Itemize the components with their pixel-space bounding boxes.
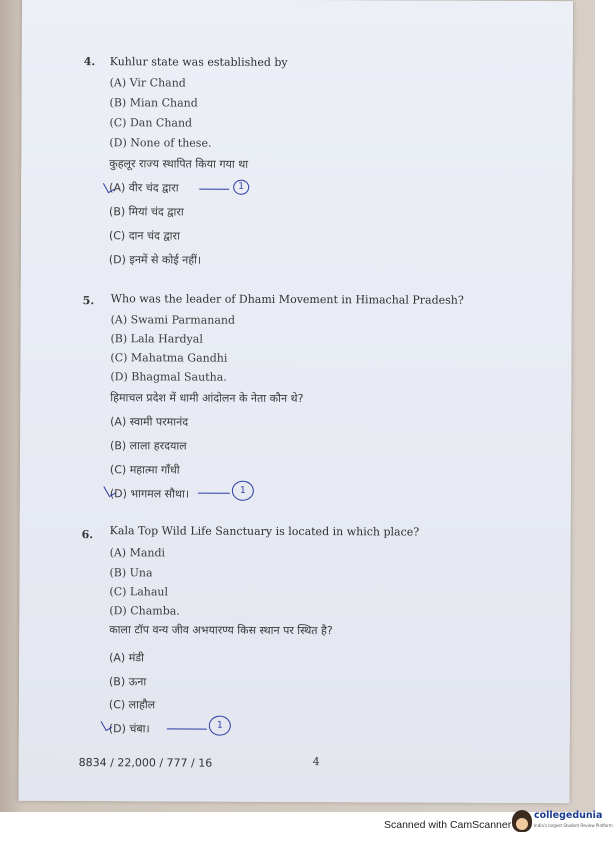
question-6-option-c-hindi: (C) लाहौल (108, 698, 156, 712)
collegedunia-logo (512, 808, 613, 836)
collegedunia-brand: collegedunia (534, 810, 603, 821)
paper-code: 8834 / 22,000 / 777 / 16 (78, 756, 213, 770)
question-6-option-b-hindi: (B) ऊना (108, 675, 147, 689)
answer-dash-line (167, 728, 207, 729)
question-4-option-b-hindi: (B) मियां चंद द्वारा (109, 205, 184, 219)
question-5-option-b: (B) Lala Hardyal (110, 332, 203, 346)
question-5-text-hindi: हिमाचल प्रदेश में धामी आंदोलन के नेता कौन थे? (110, 391, 304, 406)
question-5-option-c: (C) Mahatma Gandhi (110, 351, 228, 365)
collegedunia-tagline: India's largest Student Review Platform (534, 823, 613, 828)
question-6-option-b: (B) Una (109, 566, 153, 580)
question-4-text: Kuhlur state was established by (109, 55, 288, 69)
page-number: 4 (312, 755, 320, 769)
question-6-option-d-hindi: (D) चंबा। (108, 722, 150, 736)
question-4-option-b: (B) Mian Chand (109, 96, 198, 110)
question-6-option-a: (A) Mandi (109, 546, 166, 560)
question-6-text: Kala Top Wild Life Sanctuary is located in which place? (109, 524, 420, 539)
question-5-option-b-hindi: (B) लाला हरदयाल (110, 439, 187, 453)
answer-dash-line (199, 189, 229, 190)
question-5-option-c-hindi: (C) महात्मा गाँधी (109, 463, 180, 477)
question-5-number: 5. (82, 294, 95, 308)
answer-score-circle: 1 (209, 716, 231, 736)
question-5-option-a: (A) Swami Parmanand (110, 313, 236, 327)
question-4-option-a-hindi: (A) वीर चंद द्वारा (109, 181, 179, 195)
question-5-option-a-hindi: (A) स्वामी परमानंद (110, 415, 189, 429)
question-4-option-d: (D) None of these. (109, 136, 212, 150)
exam-page (19, 0, 573, 803)
camscanner-watermark: Scanned with CamScanner (384, 819, 512, 831)
question-4-option-c-hindi: (C) दान चंद द्वारा (108, 229, 180, 243)
question-4-option-d-hindi: (D) इनमें से कोई नहीं। (108, 253, 202, 267)
question-6-option-a-hindi: (A) मंडी (109, 651, 145, 665)
answer-dash-line (198, 493, 230, 494)
question-4-option-c: (C) Dan Chand (109, 116, 193, 130)
answer-score-circle: 1 (232, 481, 254, 501)
question-6-option-d: (D) Chamba. (109, 604, 180, 618)
question-6-number: 6. (81, 528, 94, 542)
question-6-text-hindi: काला टॉप वन्य जीव अभयारण्य किस स्थान पर स्थित है? (109, 623, 333, 638)
mascot-icon (512, 810, 532, 832)
question-5-text: Who was the leader of Dhami Movement in Himachal Pradesh? (110, 292, 464, 307)
question-4-number: 4. (83, 55, 96, 69)
question-5-option-d-hindi: (D) भागमल सौथा। (109, 487, 190, 501)
question-4-option-a: (A) Vir Chand (109, 76, 186, 90)
question-4-text-hindi: कुहलूर राज्य स्थापित किया गया था (109, 157, 249, 171)
question-6-option-c: (C) Lahaul (109, 585, 169, 599)
answer-score-circle: 1 (233, 180, 249, 195)
question-5-option-d: (D) Bhagmal Sautha. (110, 370, 227, 384)
